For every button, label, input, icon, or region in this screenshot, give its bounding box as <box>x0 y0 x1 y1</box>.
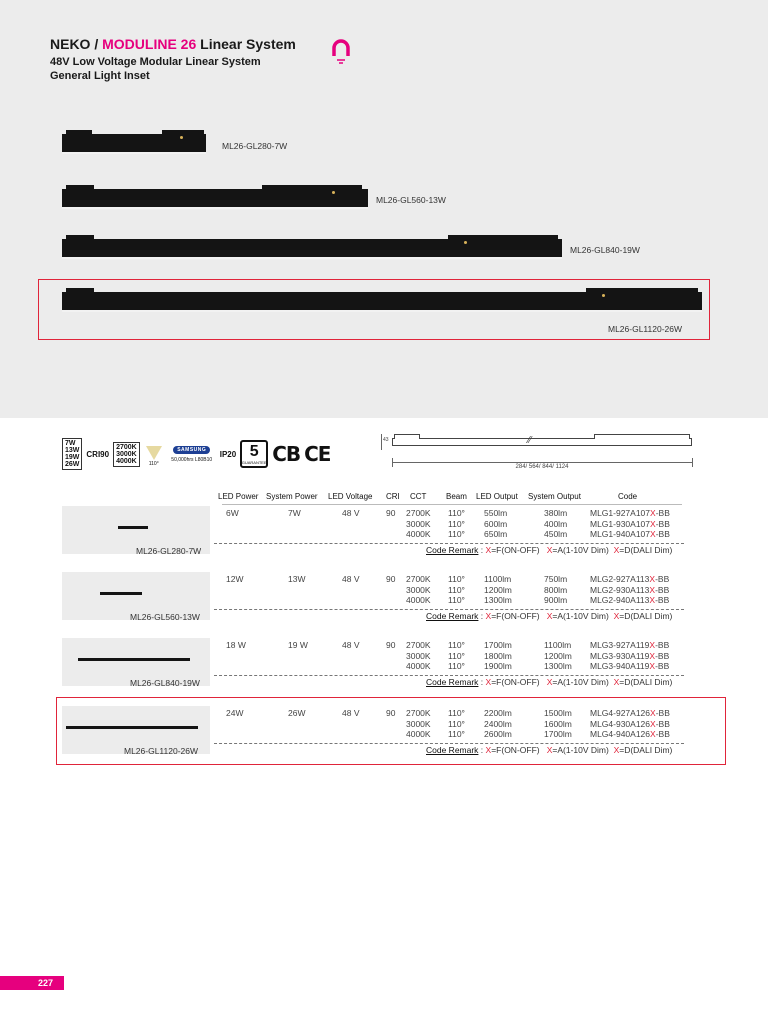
page-number: 227 <box>0 976 64 990</box>
cell-system-output: 380lm <box>544 508 568 518</box>
cell-beam: 110° <box>448 729 465 739</box>
ip-rating: IP20 <box>219 449 237 459</box>
product-image-gl560 <box>62 189 368 209</box>
cell-led-output: 1700lm <box>484 640 512 650</box>
code-remark: Code Remark : X=F(ON-OFF) X=A(1-10V Dim) X=D(DALI Dim) <box>426 745 673 755</box>
subtitle-inset: General Light Inset <box>50 70 150 82</box>
cell-cri: 90 <box>386 708 396 718</box>
cell-led-power: 12W <box>226 574 244 584</box>
row-model-name: ML26-GL840-19W <box>130 678 200 688</box>
cell-voltage: 48 V <box>342 574 360 584</box>
cell-cct: 3000K <box>406 584 431 595</box>
page-title: NEKO / MODULINE 26 Linear System <box>50 36 296 52</box>
col-cri: CRI <box>386 492 400 501</box>
col-code: Code <box>618 492 638 501</box>
cell-led-output: 1900lm <box>484 661 512 671</box>
cell-system-output: 1500lm <box>544 708 572 718</box>
cell-system-output: 400lm <box>544 518 568 529</box>
col-led-power: LED Power <box>218 492 259 501</box>
cell-cct: 3000K <box>406 650 431 661</box>
cell-system-output: 1700lm <box>544 729 572 739</box>
col-system-power: System Power <box>266 492 318 501</box>
row-model-name: ML26-GL1120-26W <box>124 746 199 756</box>
subtitle-system: 48V Low Voltage Modular Linear System <box>50 56 261 68</box>
cell-code: MLG3-930A119X-BB <box>590 650 670 661</box>
cell-led-output: 1800lm <box>484 650 512 661</box>
cell-code: MLG1-940A107X-BB <box>590 529 670 539</box>
cell-led-output: 1100lm <box>484 574 512 584</box>
cell-cct: 3000K <box>406 518 431 529</box>
cell-led-output: 2200lm <box>484 708 512 718</box>
cell-system-output: 750lm <box>544 574 568 584</box>
col-cct: CCT <box>410 492 427 501</box>
cell-system-output: 1300lm <box>544 661 572 671</box>
cell-cri: 90 <box>386 640 396 650</box>
row-model-name: ML26-GL280-7W <box>136 546 202 556</box>
cell-cri: 90 <box>386 508 396 518</box>
warranty-icon: 5 GUARANTEE <box>240 440 268 468</box>
cell-led-output: 1200lm <box>484 584 512 595</box>
cell-code: MLG3-927A119X-BB <box>590 640 670 650</box>
cell-voltage: 48 V <box>342 508 360 518</box>
cell-system-output: 900lm <box>544 595 568 605</box>
cell-cri: 90 <box>386 574 396 584</box>
cell-cct: 4000K <box>406 661 431 671</box>
cell-led-output: 600lm <box>484 518 508 529</box>
cell-beam: 110° <box>448 708 465 718</box>
cell-code: MLG2-940A113X-BB <box>590 595 670 605</box>
cell-voltage: 48 V <box>342 640 360 650</box>
cell-led-output: 2400lm <box>484 718 512 729</box>
code-remark: Code Remark : X=F(ON-OFF) X=A(1-10V Dim) X=D(DALI Dim) <box>426 677 673 687</box>
row-divider <box>214 543 684 544</box>
length-dimension: 284/ 564/ 844/ 1124 <box>515 464 569 470</box>
product-mini-image <box>78 658 190 661</box>
samsung-chip-icon: SAMSUNG 50,000hrs L80B10 <box>171 446 213 463</box>
ce-mark-icon: CE <box>304 442 331 466</box>
cell-system-power: 26W <box>288 708 306 718</box>
cell-led-output: 550lm <box>484 508 508 518</box>
magnet-icon <box>330 38 352 66</box>
cell-led-power: 18 W <box>226 640 246 650</box>
cell-voltage: 48 V <box>342 708 360 718</box>
product-mini-image <box>100 592 142 595</box>
cell-beam: 110° <box>448 661 465 671</box>
cell-system-output: 450lm <box>544 529 568 539</box>
table-header <box>0 492 768 504</box>
row-divider <box>214 609 684 610</box>
cell-beam: 110° <box>448 595 465 605</box>
cell-beam: 110° <box>448 574 465 584</box>
hero-label-gl280: ML26-GL280-7W <box>222 141 288 151</box>
dimension-drawing: 43 ⁄⁄ 284/ 564/ 844/ 1124 <box>378 432 706 478</box>
cell-code: MLG4-927A126X-BB <box>590 708 670 718</box>
product-image-gl1120 <box>62 292 702 312</box>
cell-cct: 2700K <box>406 508 431 518</box>
cell-code: MLG2-927A113X-BB <box>590 574 670 584</box>
wattage-badge: 7W 13W 19W 26W <box>62 438 82 470</box>
cell-system-output: 800lm <box>544 584 568 595</box>
code-remark: Code Remark : X=F(ON-OFF) X=A(1-10V Dim) X=D(DALI Dim) <box>426 545 673 555</box>
cell-led-power: 6W <box>226 508 239 518</box>
cell-led-power: 24W <box>226 708 244 718</box>
cell-beam: 110° <box>448 650 465 661</box>
product-image-gl280 <box>62 134 206 154</box>
cell-cct: 2700K <box>406 708 431 718</box>
hero-label-gl1120: ML26-GL1120-26W <box>608 324 683 334</box>
cell-cct: 4000K <box>406 729 431 739</box>
cell-code: MLG2-930A113X-BB <box>590 584 670 595</box>
cell-cct: 2700K <box>406 640 431 650</box>
cell-system-power: 19 W <box>288 640 308 650</box>
code-remark: Code Remark : X=F(ON-OFF) X=A(1-10V Dim) X=D(DALI Dim) <box>426 611 673 621</box>
col-led-voltage: LED Voltage <box>328 492 373 501</box>
row-model-name: ML26-GL560-13W <box>130 612 200 622</box>
cell-beam: 110° <box>448 584 465 595</box>
cell-code: MLG1-927A107X-BB <box>590 508 670 518</box>
col-beam: Beam <box>446 492 467 501</box>
cell-code: MLG4-940A126X-BB <box>590 729 670 739</box>
cell-system-power: 7W <box>288 508 301 518</box>
cell-cct: 4000K <box>406 529 431 539</box>
cell-beam: 110° <box>448 518 465 529</box>
product-mini-image <box>118 526 148 529</box>
cell-system-output: 1600lm <box>544 718 572 729</box>
cell-beam: 110° <box>448 718 465 729</box>
cell-cct: 3000K <box>406 718 431 729</box>
cell-led-output: 2600lm <box>484 729 512 739</box>
beam-angle-icon: 110° <box>144 441 164 467</box>
cell-led-output: 1300lm <box>484 595 512 605</box>
col-system-output: System Output <box>528 492 581 501</box>
hero-label-gl840: ML26-GL840-19W <box>570 245 640 255</box>
cell-code: MLG3-940A119X-BB <box>590 661 670 671</box>
col-led-output: LED Output <box>476 492 518 501</box>
cell-cct: 2700K <box>406 574 431 584</box>
cct-badge: 2700K 3000K 4000K <box>113 442 140 467</box>
cell-led-output: 650lm <box>484 529 508 539</box>
cb-mark-icon: CB <box>272 442 301 466</box>
highlight-box-table <box>56 697 726 765</box>
cell-beam: 110° <box>448 529 465 539</box>
height-dimension: 43 <box>383 437 389 443</box>
cell-cct: 4000K <box>406 595 431 605</box>
product-image-gl840 <box>62 239 562 259</box>
cell-code: MLG1-930A107X-BB <box>590 518 670 529</box>
row-divider <box>214 675 684 676</box>
cell-beam: 110° <box>448 640 465 650</box>
cri-label: CRI90 <box>86 449 110 459</box>
cell-system-power: 13W <box>288 574 306 584</box>
hero-label-gl560: ML26-GL560-13W <box>376 195 446 205</box>
cell-beam: 110° <box>448 508 465 518</box>
spec-icons-row <box>62 438 330 470</box>
cell-system-output: 1200lm <box>544 650 572 661</box>
cell-code: MLG4-930A126X-BB <box>590 718 670 729</box>
cell-system-output: 1100lm <box>544 640 572 650</box>
